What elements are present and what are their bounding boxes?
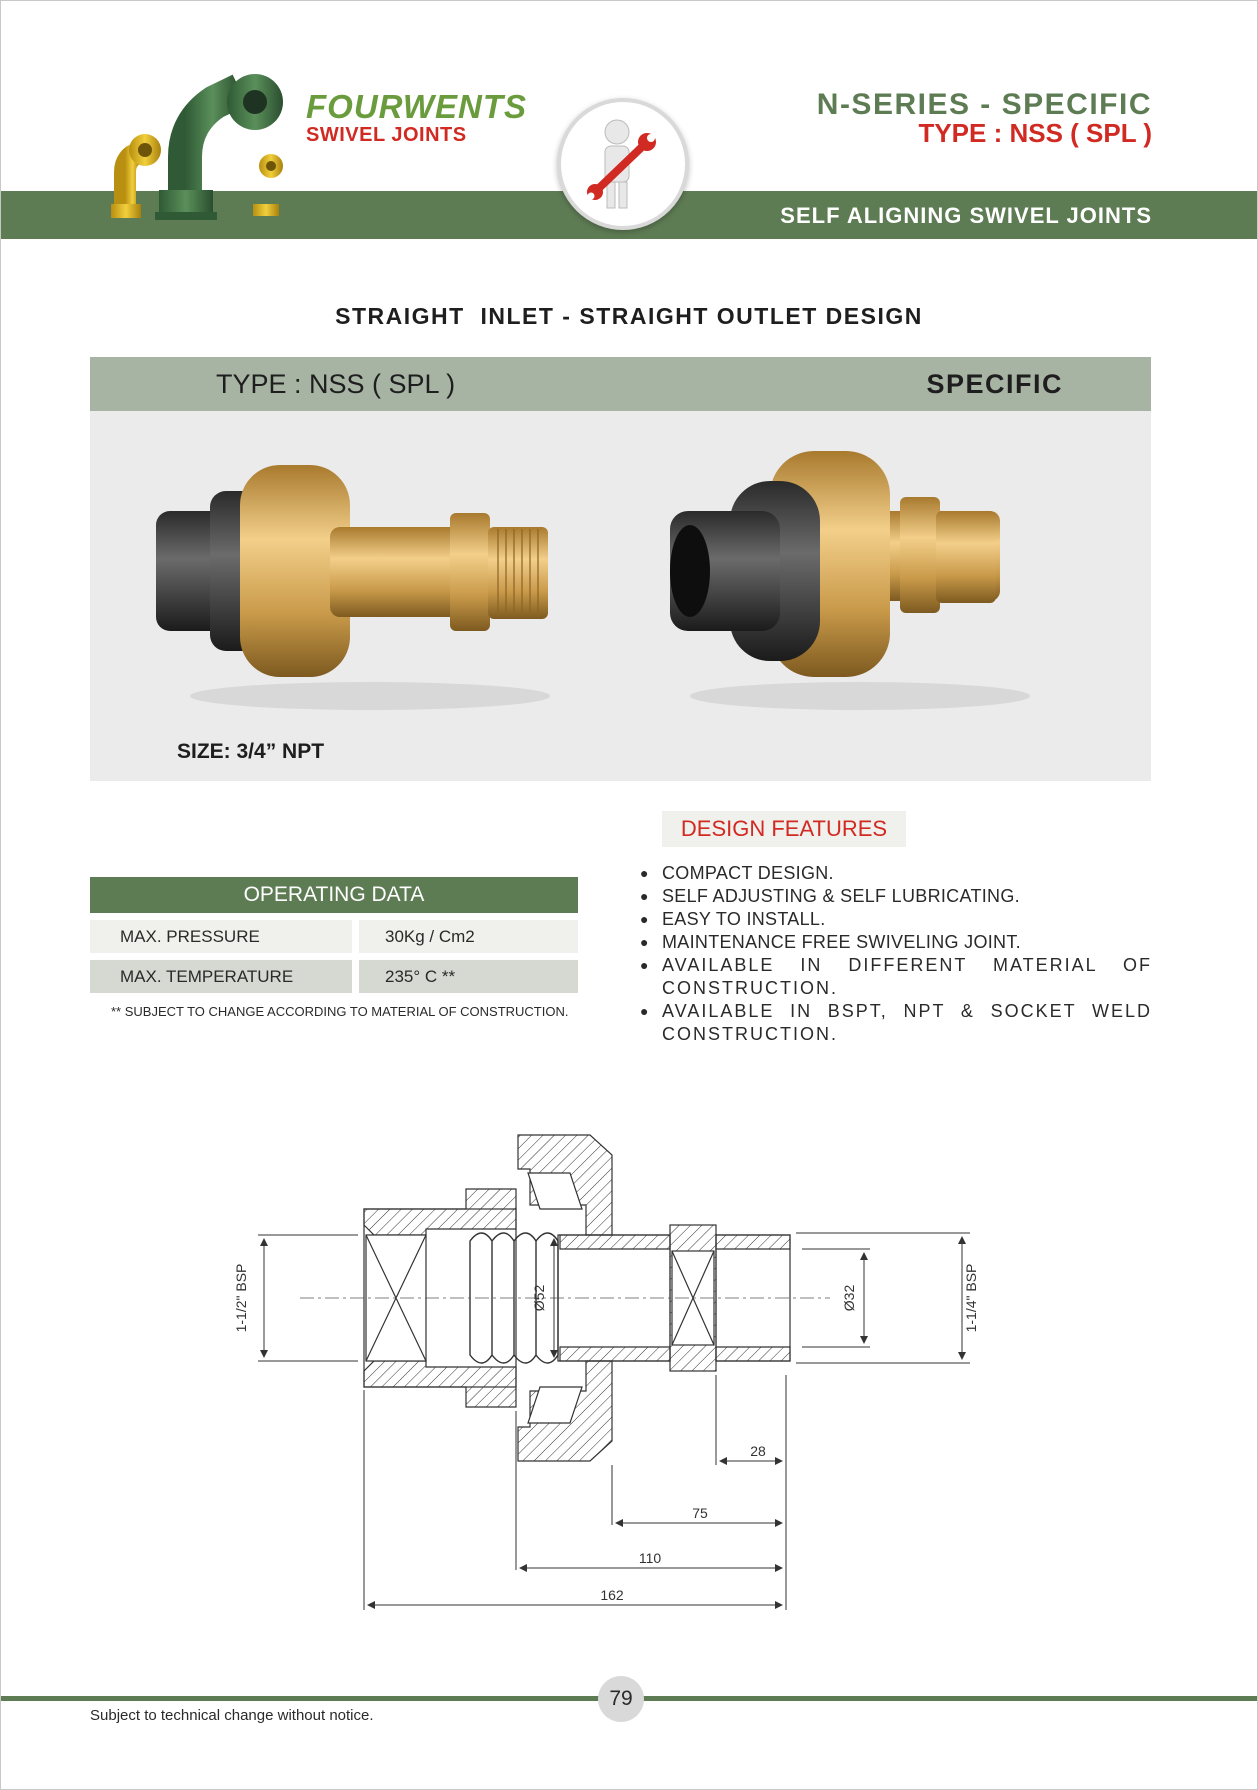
design-title: STRAIGHT INLET - STRAIGHT OUTLET DESIGN (335, 303, 923, 329)
max-pressure-value: 30Kg / Cm2 (359, 920, 578, 953)
max-pressure-label: MAX. PRESSURE (90, 920, 352, 953)
band-title: SELF ALIGNING SWIVEL JOINTS (780, 203, 1152, 228)
feature-item: ● EASY TO INSTALL. (640, 908, 1152, 931)
operating-data-note: ** SUBJECT TO CHANGE ACCORDING TO MATERIAL OF CONSTRUCTION. (111, 1004, 569, 1019)
type-bar-label: TYPE : NSS ( SPL ) (216, 369, 456, 399)
technical-drawing (233, 1125, 990, 1615)
design-features-list (640, 862, 1152, 1046)
mechanic-icon (557, 98, 689, 230)
feature-item: ● MAINTENANCE FREE SWIVELING JOINT. (640, 931, 1152, 954)
product-panel (90, 411, 1151, 781)
feature-item: ● SELF ADJUSTING & SELF LUBRICATING. (640, 885, 1152, 908)
max-temperature-label: MAX. TEMPERATURE (90, 960, 352, 993)
type-title: TYPE : NSS ( SPL ) (918, 118, 1152, 148)
outlet-size-label: 1-1/4" BSP (963, 1263, 979, 1333)
product-photo-left (150, 441, 590, 721)
brand-subtitle: SWIVEL JOINTS (306, 124, 467, 146)
type-bar (90, 357, 1151, 411)
design-features-title: DESIGN FEATURES (662, 811, 906, 847)
series-title: N-SERIES - SPECIFIC (816, 88, 1152, 121)
page-number: 79 (598, 1676, 644, 1722)
product-photo-right (660, 441, 1100, 721)
dimension-162-label: 162 (600, 1587, 624, 1603)
size-label: SIZE: 3/4” NPT (177, 740, 325, 763)
operating-data-title: OPERATING DATA (90, 877, 578, 913)
max-temperature-value: 235° C ** (359, 960, 578, 993)
feature-item: ● COMPACT DESIGN. (640, 862, 1152, 885)
feature-item: ● AVAILABLE IN BSPT, NPT & SOCKET WELD CONSTRUCTION. (640, 1000, 1152, 1046)
dimension-75-label: 75 (692, 1505, 708, 1521)
diameter-32-label: Ø32 (841, 1284, 857, 1312)
dimension-110-label: 110 (638, 1550, 662, 1566)
dimension-28-label: 28 (750, 1443, 766, 1459)
brand-name: FOURWENTS (306, 88, 528, 125)
product-logo-image (105, 62, 295, 222)
inlet-size-label: 1-1/2" BSP (233, 1263, 249, 1333)
footer-note: Subject to technical change without notice. (90, 1707, 374, 1724)
diameter-52-label: Ø52 (531, 1284, 547, 1312)
type-bar-category: SPECIFIC (926, 369, 1063, 399)
feature-item: ● AVAILABLE IN DIFFERENT MATERIAL OF CONSTRUCTION. (640, 954, 1152, 1000)
